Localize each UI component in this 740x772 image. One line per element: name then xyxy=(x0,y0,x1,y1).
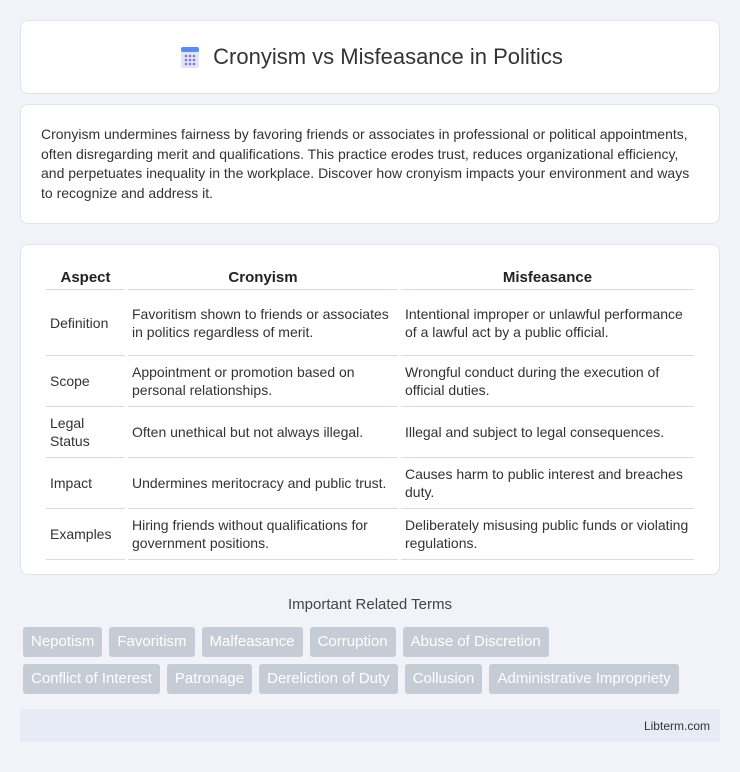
table-row xyxy=(46,509,694,560)
table-row xyxy=(46,356,694,407)
tag-conflict-of-interest[interactable]: Conflict of Interest xyxy=(23,664,160,694)
cell-misfeasance: Intentional improper or unlawful performance of a lawful act by a public official. xyxy=(401,290,694,356)
document-icon xyxy=(177,44,203,70)
header-aspect: Aspect xyxy=(46,265,125,290)
tag-row xyxy=(23,627,723,657)
footer-site-link[interactable]: Libterm.com xyxy=(643,718,710,733)
cell-cronyism: Often unethical but not always illegal. xyxy=(128,407,398,458)
tag-dereliction-of-duty[interactable]: Dereliction of Duty xyxy=(259,664,398,694)
tag-abuse-of-discretion[interactable]: Abuse of Discretion xyxy=(403,627,549,657)
cell-cronyism: Undermines meritocracy and public trust. xyxy=(128,458,398,509)
table-row xyxy=(46,407,694,458)
intro-text: Cronyism undermines fairness by favoring friends or associates in professional or political appointments, often disregarding merit and qualifications. This practice erodes trust, reduces organizational efficiency, and perpetuates inequality in the workplace. Discover how cronyism impacts your environment and ways to recognize and address it. xyxy=(41,126,690,201)
tag-favoritism[interactable]: Favoritism xyxy=(109,627,194,657)
related-terms xyxy=(23,627,723,701)
tag-patronage[interactable]: Patronage xyxy=(167,664,252,694)
cell-misfeasance: Illegal and subject to legal consequences. xyxy=(401,407,694,458)
cell-aspect: Impact xyxy=(46,458,125,509)
cell-misfeasance: Wrongful conduct during the execution of official duties. xyxy=(401,356,694,407)
cell-misfeasance: Causes harm to public interest and breaches duty. xyxy=(401,458,694,509)
tag-row xyxy=(23,664,723,694)
footer xyxy=(20,709,720,742)
cell-aspect: Legal Status xyxy=(46,407,125,458)
table-header-row xyxy=(46,265,694,290)
tag-administrative-impropriety[interactable]: Administrative Impropriety xyxy=(489,664,678,694)
header-card xyxy=(20,20,720,94)
cell-misfeasance: Deliberately misusing public funds or violating regulations. xyxy=(401,509,694,560)
table-row xyxy=(46,290,694,356)
header-misfeasance: Misfeasance xyxy=(401,265,694,290)
comparison-table xyxy=(43,265,697,560)
cell-cronyism: Appointment or promotion based on personal relationships. xyxy=(128,356,398,407)
related-terms-title: Important Related Terms xyxy=(288,596,452,613)
cell-cronyism: Favoritism shown to friends or associates in politics regardless of merit. xyxy=(128,290,398,356)
page-title: Cronyism vs Misfeasance in Politics xyxy=(213,44,563,69)
intro-card xyxy=(20,104,720,224)
tag-nepotism[interactable]: Nepotism xyxy=(23,627,102,657)
tag-malfeasance[interactable]: Malfeasance xyxy=(202,627,303,657)
tag-collusion[interactable]: Collusion xyxy=(405,664,483,694)
tag-corruption[interactable]: Corruption xyxy=(310,627,396,657)
cell-aspect: Examples xyxy=(46,509,125,560)
cell-aspect: Definition xyxy=(46,290,125,356)
header-cronyism: Cronyism xyxy=(128,265,398,290)
cell-cronyism: Hiring friends without qualifications for government positions. xyxy=(128,509,398,560)
cell-aspect: Scope xyxy=(46,356,125,407)
comparison-table-card xyxy=(20,244,720,575)
table-row xyxy=(46,458,694,509)
